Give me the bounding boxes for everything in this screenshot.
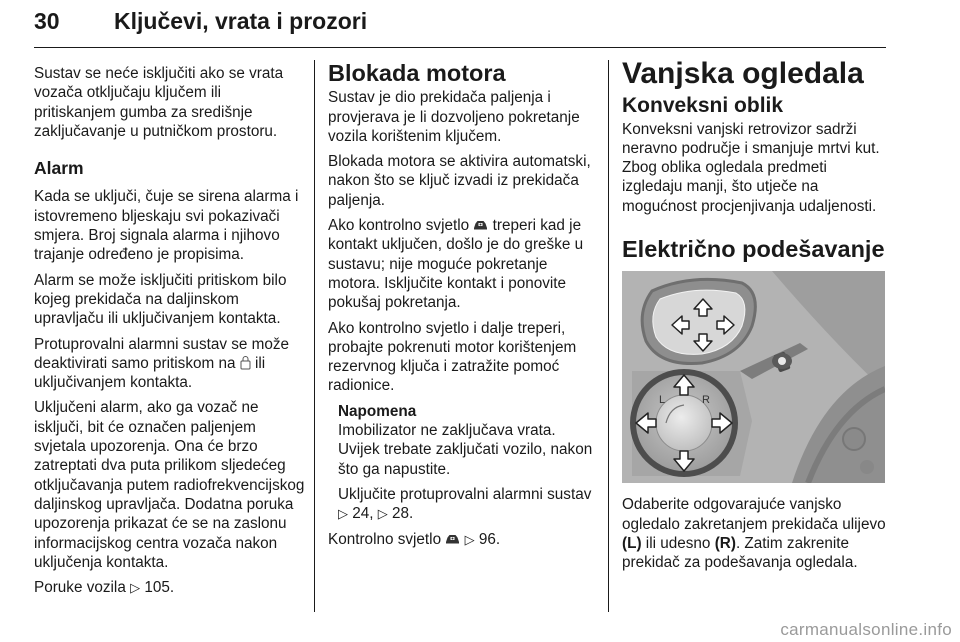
note-label: Napomena [338,402,417,420]
page-ref-link[interactable]: 96. [478,530,501,548]
page-ref-arrow-icon: ▷ [338,506,348,522]
page-ref-link[interactable]: 28. [392,505,414,523]
page-ref-arrow-icon: ▷ [464,531,475,547]
intro-paragraph: Sustav se neće isključiti ako se vrata vozača otključaju ključem ili pritiskanjem gumba za središnje zaključavanje u putničkom prostoru. [34,65,284,140]
lock-icon [240,355,251,370]
column-3 [622,57,888,579]
immobilizer-paragraph-4: Ako kontrolno svjetlo i dalje treperi, probajte pokrenuti motor korištenjem rezervnog ključa i zatražite pomoć radionice. [328,319,577,395]
chapter-title: Ključevi, vrata i prozori [114,8,368,34]
alarm-paragraph-2: Alarm se može isključiti pritiskom bilo kojeg prekidača na daljinskom upravljaču ili uključivanjem kontakta. [34,271,287,328]
note-block [338,402,598,524]
convex-shape-heading: Konveksni oblik [622,94,784,118]
electric-adjustment-heading: Električno podešavanje [622,236,885,263]
column-1 [34,64,306,603]
immobilizer-paragraph-2: Blokada motora se aktivira automatski, nakon što se ključ izvadi iz prekidača paljenja. [328,153,591,209]
column-divider-2 [608,60,609,612]
mirror-switch-illustration [622,271,885,483]
alarm-heading: Alarm [34,158,84,179]
adjustment-paragraph: Odaberite odgovarajuće vanjsko ogledalo zakretanjem prekidača ulijevo (L) ili udesno (R). Zatim zakrenite prekidač za podešavanja ogledala. [622,496,886,572]
immobilizer-paragraph-3: Ako kontrolno svjetlo treperi kad je kontakt uključen, došlo je do greške u sustavu; nije moguće pokretanje motora. Isključite kontakt i ponovite pokušaj pokretanja. [328,217,584,312]
page-ref-arrow-icon: ▷ [130,580,141,596]
engine-immobilizer-heading: Blokada motora [328,60,506,86]
page-number: 30 [34,8,60,34]
page-ref-link[interactable]: 24, [352,505,374,523]
alarm-paragraph-4: Uključeni alarm, ako ga vozač ne isključi, bit će označen paljenjem svjetala upozorenja. Ona će brzo zatreptati dva puta prilikom sljedećeg otključavanja putem radiofrekvencijskog daljinskog upravljača. Dodatna poruka upozorenja prikazat će se na zaslonu informacijskog centra vozača nakon uključenja kontakta. [34,399,305,571]
alarm-paragraph-3: Protuprovalni alarmni sustav se može deaktivirati samo pritiskom na ili uključivanjem kontakta. [34,335,290,392]
immobilizer-paragraph-1: Sustav je dio prekidača paljenja i provjerava je li dozvoljeno pokretanje vozila korištenim ključem. [328,89,580,145]
page-ref-link[interactable]: 105. [144,579,175,597]
note-paragraph-2: Uključite protuprovalni alarmni sustav ▷ 24, ▷ 28. [338,485,592,523]
switch-label-l: L [659,394,666,407]
column-divider-1 [314,60,315,612]
alarm-paragraph-5: Poruke vozila ▷ 105. [34,579,175,597]
page-header [34,6,886,44]
exterior-mirrors-heading: Vanjska ogledala [622,57,864,90]
car-key-icon [473,219,488,231]
watermark: carmanualsonline.info [780,620,952,639]
alarm-paragraph-1: Kada se uključi, čuje se sirena alarma i istovremeno bljeskaju svi pokazivači smjera. Broj signala alarma i njihovo trajanje određeno je propisima. [34,188,299,264]
convex-paragraph: Konveksni vanjski retrovizor sadrži neravno područje i smanjuje mrtvi kut. Zbog oblika ogledala predmeti izgledaju manji, što utječe na mogućnost procjenjivanja udaljenosti. [622,120,880,215]
page-ref-arrow-icon: ▷ [377,506,388,522]
note-paragraph-1: Imobilizator ne zaključava vrata. Uvijek trebate zaključati vozilo, nakon što ga napustite. [338,422,593,478]
immobilizer-paragraph-5: Kontrolno svjetlo ▷ 96. [328,530,501,548]
header-rule [34,47,886,48]
car-key-icon [445,533,460,545]
column-2 [328,60,598,555]
switch-label-r: R [702,394,710,407]
